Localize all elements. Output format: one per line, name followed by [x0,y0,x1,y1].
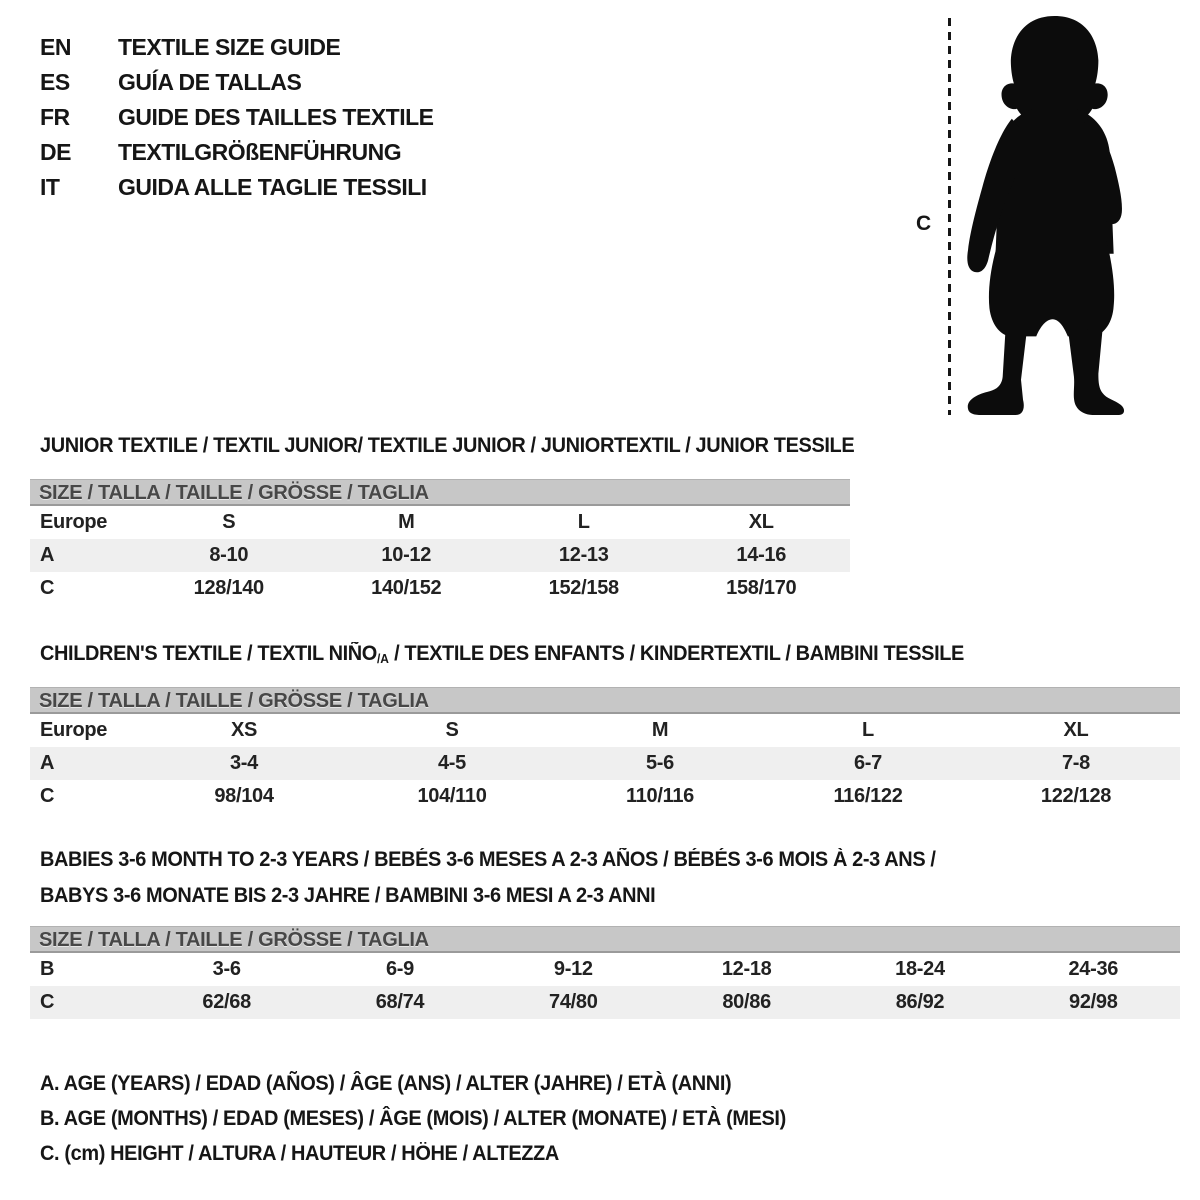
section-title-text: / TEXTILE DES ENFANTS / KINDERTEXTIL / BAMBINI TESSILE [388,642,964,665]
size-cell: 62/68 [202,991,251,1013]
language-label: TEXTILE SIZE GUIDE [118,34,341,60]
size-row-label: A [40,752,55,774]
size-cell: 110/116 [626,785,694,807]
language-row [40,65,434,100]
size-cell: 74/80 [549,991,598,1013]
height-measure-label: C [916,212,932,235]
size-cell: L [577,511,590,533]
size-table-rows [30,714,1180,813]
size-table-header: SIZE / TALLA / TAILLE / GRÖSSE / TAGLIA [30,926,1180,953]
size-cell: 7-8 [1061,752,1090,774]
language-code: IT [40,174,60,200]
size-cell: S [222,511,236,533]
legend [40,1066,825,1171]
size-cell: 5-6 [645,752,674,774]
size-cell: S [445,719,459,741]
size-row [30,780,1180,813]
size-row [30,506,850,539]
size-cell: 6-7 [853,752,882,774]
size-table-junior [30,479,850,605]
size-cell: 92/98 [1069,991,1118,1013]
section-title-line [40,428,854,464]
size-cell: 86/92 [895,991,945,1013]
size-cell: 8-10 [209,544,249,566]
size-cell: 4-5 [437,752,466,774]
size-cell: 24-36 [1068,958,1119,980]
size-cell: 68/74 [375,991,425,1013]
language-code: ES [40,69,70,95]
size-cell: XL [1063,719,1089,741]
size-row [30,953,1180,986]
size-cell: 98/104 [214,785,274,807]
size-cell: 104/110 [417,785,487,807]
size-cell: M [651,719,669,741]
section-title-line [40,842,936,878]
section-title-text: /A [376,652,389,667]
language-row [40,170,434,205]
language-row [40,30,434,65]
size-cell: 10-12 [381,544,432,566]
size-cell: 18-24 [895,958,945,980]
size-cell: M [398,511,415,533]
size-cell: 116/122 [833,785,903,807]
size-table-rows [30,953,1180,1019]
size-cell: 128/140 [193,577,264,599]
size-row-label: C [40,785,55,807]
size-row-label: C [40,577,55,599]
legend-line: A. AGE (YEARS) / EDAD (AÑOS) / ÂGE (ANS) / ALTER (JAHRE) / ETÀ (ANNI) [40,1072,732,1095]
size-cell: 3-4 [229,752,258,774]
language-label: TEXTILGRÖßENFÜHRUNG [118,139,402,165]
language-code: EN [40,34,71,60]
size-row-label: B [40,958,55,980]
language-list [40,30,434,205]
language-label: GUIDA ALLE TAGLIE TESSILI [118,174,427,200]
section-title-text: BABYS 3-6 MONATE BIS 2-3 JAHRE / BAMBINI 3-6 MESI A 2-3 ANNI [40,884,656,907]
size-cell: 9-12 [553,958,593,980]
size-cell: 158/170 [726,577,797,599]
language-row [40,135,434,170]
size-cell: 140/152 [371,577,442,599]
section-title-babies [40,842,936,914]
section-title-text: CHILDREN'S TEXTILE / TEXTIL NIÑO [40,642,377,665]
language-label: GUIDE DES TAILLES TEXTILE [118,104,434,130]
section-title-line [40,636,964,672]
section-title-text: JUNIOR TEXTILE / TEXTIL JUNIOR/ TEXTILE JUNIOR / JUNIORTEXTIL / JUNIOR TESSILE [40,434,855,457]
language-label: GUÍA DE TALLAS [118,69,302,95]
size-cell: XS [230,719,258,741]
size-row [30,714,1180,747]
size-cell: 152/158 [548,577,619,599]
size-cell: 12-13 [558,544,609,566]
size-row [30,747,1180,780]
size-table-rows [30,506,850,605]
size-cell: 12-18 [721,958,772,980]
section-title-junior [40,428,854,464]
section-title-text: BABIES 3-6 MONTH TO 2-3 YEARS / BEBÉS 3-6 MESES A 2-3 AÑOS / BÉBÉS 3-6 MOIS À 2-3 ANS / [40,848,936,871]
size-cell: 3-6 [212,958,241,980]
legend-line: C. (cm) HEIGHT / ALTURA / HAUTEUR / HÖHE / ALTEZZA [40,1142,559,1165]
language-row [40,100,434,135]
size-row-label: Europe [40,511,108,533]
size-cell: 6-9 [385,958,414,980]
size-table-header: SIZE / TALLA / TAILLE / GRÖSSE / TAGLIA [30,479,850,506]
size-row-label: C [40,991,55,1013]
size-cell: 122/128 [1040,785,1112,807]
size-row-label: Europe [40,719,108,741]
size-row-label: A [40,544,55,566]
size-row [30,572,850,605]
size-row [30,539,850,572]
size-cell: XL [748,511,774,533]
toddler-silhouette [965,16,1133,416]
size-cell: L [862,719,874,741]
legend-line: B. AGE (MONTHS) / EDAD (MESES) / ÂGE (MOIS) / ALTER (MONATE) / ETÀ (MESI) [40,1107,786,1130]
size-row [30,986,1180,1019]
section-title-line [40,878,936,914]
language-code: FR [40,104,70,130]
section-title-children [40,636,964,672]
size-table-header: SIZE / TALLA / TAILLE / GRÖSSE / TAGLIA [30,687,1180,714]
size-cell: 14-16 [736,544,787,566]
size-table-children [30,687,1180,813]
size-table-babies [30,926,1180,1019]
size-cell: 80/86 [722,991,771,1013]
height-measure-dashed-line [948,18,951,415]
language-code: DE [40,139,71,165]
